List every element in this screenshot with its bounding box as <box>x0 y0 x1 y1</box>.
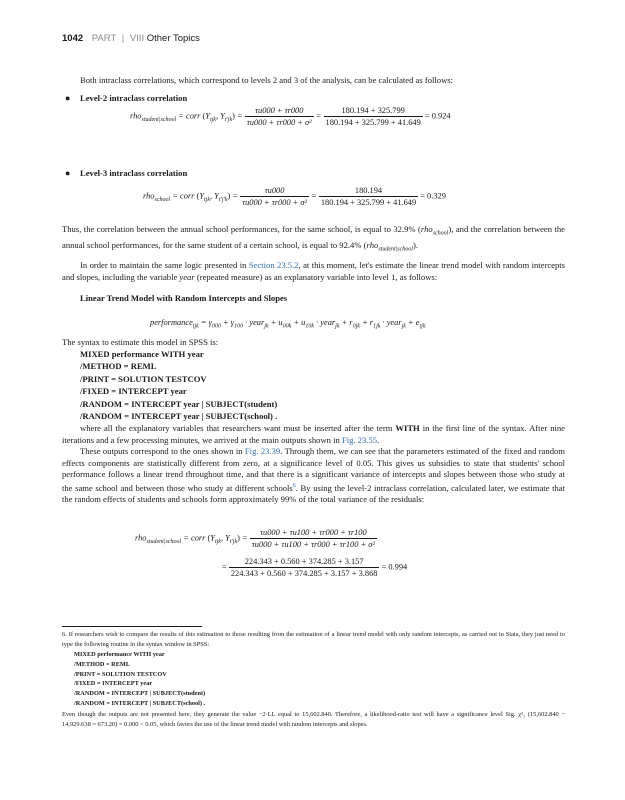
bullet-icon: ● <box>65 168 71 178</box>
bullet-level2-label: Level-2 intraclass correlation <box>80 93 188 103</box>
model-equation: performance$_{tjk}$ = $\gamma_{000} + \gamma_{100}$ · year$_{jk}$ + $u_{00k} + u_{10k}$ · year$_{jk}$ + $r_{0jk} + r_{1jk}$ · year$_{jk}$ + $e_{tjk}$ <box>150 318 426 330</box>
footnote-syntax-line: /PRINT = SOLUTION TESTCOV <box>74 670 167 678</box>
footnote-syntax-line: /RANDOM = INTERCEPT | SUBJECT(student) <box>74 690 206 698</box>
figure-link-23-39[interactable]: Fig. 23.39 <box>244 446 281 456</box>
footnote-syntax-line: /FIXED = INTERCEPT year <box>74 680 153 688</box>
paragraph-syntax-note: where all the explanatory variables that researchers want must be inserted after the term WITH in the first line of the syntax. After nine iterations and a few processing minutes, we arrived at the main outputs shown in Fig. 23.55. <box>62 423 565 445</box>
paragraph-outputs: These outputs correspond to the ones shown in Fig. 23.39. Through them, we can see that the parameters estimated of the fixed and random effects components are statistically different from zero, at a significance level of 0.05. This gives us subsidies to state that students' school performance follows a linear trend throughout time, and that there is a significant variance of intercepts and slopes between those who study at the same school and between those who study at different schools$^6$. By using the level-2 intraclass correlation, calculated later, we estimate that the random effects of students and schools form approximately 99% of the total variance of the residuals: <box>62 446 565 505</box>
equation-level2-total-values: = $\frac{224.343 + 0.560 + 374.285 + 3.157}{224.343 + 0.560 + 374.285 + 3.157 + 3.868}$ = 0.994 <box>222 557 408 578</box>
syntax-line: /METHOD = REML <box>80 361 157 372</box>
footnote-syntax <box>74 650 205 709</box>
chapter-topic: Other Topics <box>146 33 200 44</box>
page-number: 1042 <box>62 33 84 44</box>
equation-level2-total: rho$_{student|school}$ = corr ($Y_{tjk}$, $Y_{t'jk}$) = $\frac{\tau u000 + \tau u100 + \tau r000 + \tau r100}{\text{τu000 + τu100 + τr000 + τr100 + σ²}}$ <box>135 528 375 549</box>
footnote-divider <box>62 626 202 627</box>
footnote-text: 6. If researchers wish to compare the results of this estimation to those resulting from the estimation of a linear trend model with only random intercepts, as carried out in Stata, they just need to type the following routine in the syntax window in SPSS: <box>62 631 565 648</box>
footnote-syntax-line: MIXED performance WITH year <box>74 651 165 658</box>
footnote-syntax-line: /RANDOM = INTERCEPT | SUBJECT(school) . <box>74 699 206 707</box>
syntax-intro: The syntax to estimate this model in SPSS is: <box>62 337 219 347</box>
section-link[interactable]: Section 23.5.2 <box>248 260 299 270</box>
model-heading: Linear Trend Model with Random Intercepts and Slopes <box>80 293 288 303</box>
equation-level3: rho$_{school}$ = corr ($Y_{tjk}$, $Y_{t'j'k}$) = $\frac{\tau u000}{\text{τu000 + τr000 + σ²}}$ = $\frac{180.194}{180.194 + 325.799 + 41.649}$ = 0.329 <box>143 186 446 207</box>
bullet-icon: ● <box>65 93 71 103</box>
syntax-line: /FIXED = INTERCEPT year <box>80 386 187 397</box>
footnote-ref[interactable]: 6 <box>292 482 296 489</box>
syntax-line: /RANDOM = INTERCEPT year | SUBJECT(school) . <box>80 411 278 422</box>
intro-text: Both intraclass correlations, which correspond to levels 2 and 3 of the analysis, can be calculated as follows: <box>80 75 454 85</box>
footnote-conclusion: Even though the outputs are not presented here, they generate the value −2·LL equal to 15,602.840. Therefore, a likelihood-ratio test will have a significance level Sig. χ²₂ (15,602.840 − 14,929.638 = 673.20) = 0.000 < 0.05, which favors the use of the linear trend model with random intercepts and slopes. <box>62 711 565 728</box>
part-label: PART <box>91 33 117 44</box>
paragraph-correlation: Thus, the correlation between the annual school performances, for the same school, is equal to 32.9% (rho$_{school}$), and the correlation between the annual school performances, for the same student of a certain school, is equal to 92.4% (rho$_{student|school}$). <box>62 224 565 254</box>
part-number: VIII <box>129 33 145 44</box>
syntax-line: /RANDOM = INTERCEPT year | SUBJECT(student) <box>80 398 278 409</box>
bullet-level3 <box>65 168 188 178</box>
figure-link-23-55[interactable]: Fig. 23.55 <box>341 434 378 445</box>
spss-syntax <box>80 348 277 422</box>
bullet-level2 <box>65 93 188 103</box>
paragraph-trend-model: In order to maintain the same logic presented in Section 23.5.2, at this moment, let's estimate the linear trend model with random intercepts and slopes, including the variable year (repeated measure) as an explanatory variable into level 1, as follows: <box>62 260 565 282</box>
syntax-line: /PRINT = SOLUTION TESTCOV <box>80 373 207 384</box>
page-header: 1042 PART | VIII Other Topics <box>62 33 200 44</box>
syntax-line: MIXED performance WITH year <box>80 349 204 359</box>
footnote-syntax-line: /METHOD = REML <box>74 660 131 668</box>
bullet-level3-label: Level-3 intraclass correlation <box>80 168 188 178</box>
equation-level2: rho$_{student|school}$ = corr ($Y_{tjk}$, $Y_{t'jk}$) = $\frac{\tau u000 + \tau r000}{\text{τu000 + τr000 + σ²}}$ = $\frac{180.194 + 325.799}{180.194 + 325.799 + 41.649}$ = 0.924 <box>130 106 451 127</box>
